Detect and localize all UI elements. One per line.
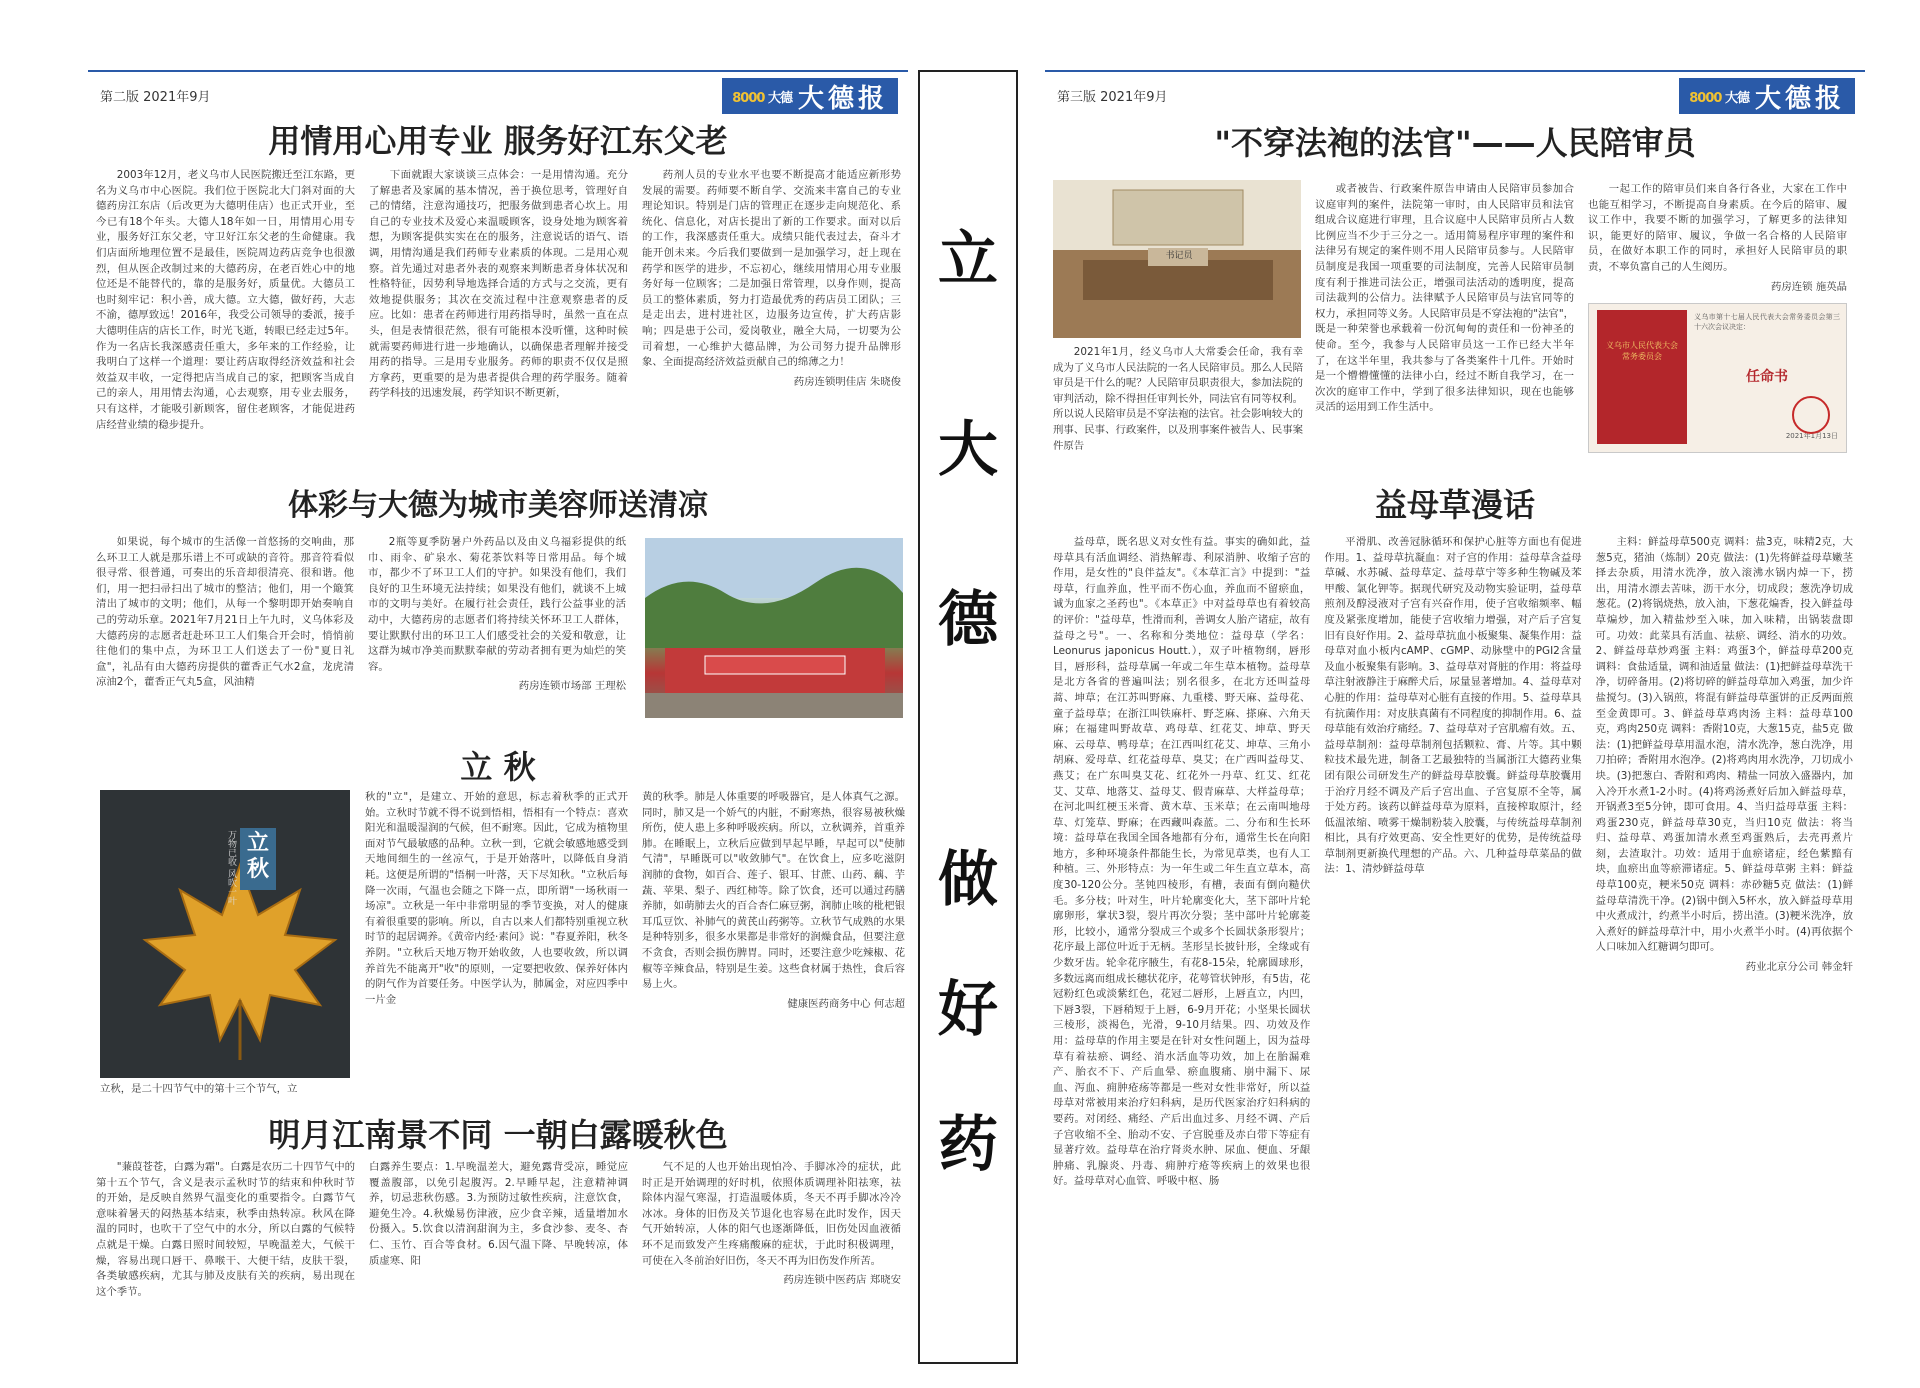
page-header	[1045, 78, 1865, 114]
article-column: 气不足的人也开始出现怕冷、手脚冰冷的症状，此时正是开始调理的好时机，依照体质调理补阳祛寒，祛除体内湿气寒湿，打造温暖体质，冬天不再手脚冰冷冷冰冰。身体的旧伤及关节退化也容易在此时发作，因天气开始转凉，人体的阳气也逐渐降低，旧伤处因血液循环不足而致发产生疼痛酸麻的症状，于此时积极调理，可使在入冬前治好旧伤，冬天不再为旧伤发作所苦。 药房连锁中医药店 郑晓安	[642, 1160, 901, 1335]
certificate-text: 义乌市第十七届人民代表大会常务委员会第三十六次会议决定：	[1694, 313, 1840, 332]
volunteer-group-photo	[645, 538, 903, 718]
byline: 药房连锁中医药店 郑晓安	[783, 1274, 901, 1287]
article-title-bailu: 明月江南景不同 一朝白露暖秋色	[268, 1116, 728, 1154]
header-rule	[88, 70, 908, 72]
masthead-logo	[722, 78, 898, 114]
edition-date: 第三版 2021年9月	[1057, 90, 1168, 105]
article-column: 如果说，每个城市的生活像一首悠扬的交响曲，那么环卫工人就是那乐谱上不可或缺的音符。那音符看似很寻常、很普通，可奏出的乐音却很清亮、很和谐。他们，用一把扫帚扫出了城市的整洁；他们，用一个簸箕清出了城市的文明；他们，从每一个黎明即开始奏响自己的劳动乐章。2021年7月21日上午九时，义乌体彩及大德药房的志愿者赶赴环卫工人们集合开会时，悄悄前往他们的集中点，为环卫工人们送去了一份"夏日礼盒"，礼品有由大德药房提供的藿香正气水2盒，龙虎清凉油2个，藿香正气丸5盒，风油精	[96, 536, 354, 689]
page-header	[88, 78, 908, 114]
slogan-char: 大	[938, 415, 998, 485]
page-three	[1045, 0, 1920, 1388]
byline: 药业北京分公司 韩金轩	[1745, 961, 1853, 974]
article-title-motherwort: 益母草漫话	[1374, 486, 1535, 524]
byline: 药房连锁 施英晶	[1770, 280, 1847, 293]
article-column: 下面就跟大家谈谈三点体会：一是用情沟通。充分了解患者及家属的基本情况，善于换位思考，管理好自己的情绪，注意沟通技巧，把服务做到患者心坎上。用自己的专业技术及爱心来温暖顾客，设身处地为顾客着想，为顾客提供实实在在的服务，注意说话的语气、语调，用情沟通是我们药师专业素质的体现。二是用心观察。首先通过对患者外表的观察来判断患者身体状况和性格特征，因势利导地选择合适的方式与之交流，更有效地提供服务；其次在交流过程中注意观察患者的反应。比如：患者在药师进行用药指导时，虽然一直在点头，但是表情很茫然，很有可能根本没听懂，这种时候就需要药师进行进一步地确认，以确保患者理解并接受用药的指导。三是用专业服务。药师的职责不仅仅是照方拿药，更重要的是为患者提供合理的药学服务。随着药学科技的迅速发展，药学知识不断更新，	[369, 169, 628, 400]
article-body-bailu	[96, 1160, 901, 1335]
article-column: 2021年1月，经义乌市人大常委会任命，我有幸成为了义乌市人民法院的一名人民陪审员。那么人民陪审员是干什么的呢？人民陪审员职责很大，参加法院的审判活动，除不得担任审判长外，同法官有同等权利。所以说人民陪审员是不穿法袍的法官。社会影响较大的刑事、民事、行政案件，以及刑事案件被告人、民事案件原告	[1053, 346, 1303, 452]
article-column: 2003年12月，老义乌市人民医院搬迁至江东路，更名为义乌市中心医院。我们位于医院北大门斜对面的大德药房江东店（后改更为大德明佳店）也正式开业，至今已有18个年头。大德人18年如一日，用情用心用专业，服务好江东父老，守卫好江东父老的生命健康。我们店面所地理位置不是最佳，医院周边药店竞争也很激烈，但从医企改制过来的大德药房，在老百姓心中的地位还是不能替代的，靠的是服务好，质量优。大德员工也时刻牢记：积小善，成大德。立大德，做好药，大志不渝，德厚致远！2016年，我受公司领导的委派，接手大德明佳店的店长工作，时光飞逝，转眼已经走过5年。作为一名店长我深感责任重大，多年来的工作经验，让我明白了这样一个道理：要让药店取得经济效益和社会效益双丰收，一定得把店当成自己的家，把顾客当成自己的亲人，用用情去沟通，心去观察，用专业去服务，只有这样，才能吸引新顾客，留住老顾客，才能促进药店经营业绩的稳步提升。	[96, 169, 355, 431]
article-column: "蒹葭苍苍，白露为霜"。白露是农历二十四节气中的第十五个节气，含义是表示孟秋时节的结束和仲秋时节的开始，是反映自然界气温变化的重要指令。白露节气意味着暑天的闷热基本结束，秋季由热转凉。秋风在降温的同时，也吹干了空气中的水分，所以白露的气候特点就是干燥。白露日照时间较短，早晚温差大，气候干燥，容易出现口唇干、鼻喉干、大便干结，皮肤干裂，各类敏感疾病，尤其与肺及皮肤有关的疾病，易出现在这个季节。	[96, 1161, 355, 1298]
article-column: 或者被告、行政案件原告申请由人民陪审员参加合议庭审判的案件，法院第一审时，由人民陪审员和法官组成合议庭进行审理，且合议庭中人民陪审员所占人数比例应当不少于三分之一。适用简易程序审理的案件和法律另有规定的案件则不用人民陪审员参与。人民陪审员制度是我国一项重要的司法制度，完善人民陪审员制度有利于推进司法公正，增强司法活动的透明度，提高司法裁判的公信力。法律赋予人民陪审员与法官同等的权力，承担同等义务。人民陪审员是不穿法袍的"法官"，既是一种荣誉也承载着一份沉甸甸的责任和一份神圣的使命。至今，我参与人民陪审员这一工作已经大半年了，在这半年里，我共参与了各类案件十几件。开始时是一个懵懵懂懂的法律小白，经过不断自我学习，在一次次的庭审工作中，学到了很多法律知识，现在也能够灵活的运用到工作生活中。	[1315, 183, 1574, 414]
courtroom-photo	[1053, 180, 1301, 338]
article-column: 平滑肌、改善冠脉循环和保护心脏等方面也有促进作用。1、益母草抗凝血：对子宫的作用：益母草含益母草碱、水苏碱、益母草定、益母草宁等多种生物碱及苯甲酸、氯化钾等。据现代研究及动物实验证明，益母草煎剂及醇浸液对子宫有兴奋作用，使子宫收缩频率、幅度及紧张度增加，能使子宫收缩力增强，对产后子宫复旧有良好作用。2、益母草抗血小板聚集、凝集作用：益母草对血小板内cAMP、cGMP、动脉壁中的PGI2含量及血小板聚集有影响。3、益母草对肾脏的作用：将益母草注射液静注于麻醉犬后，尿量显著增加。4、益母草对心脏的作用：益母草对心脏有直接的作用。5、益母草具有抗菌作用：对皮肤真菌有不同程度的抑制作用。6、益母草能有效治疗痛经。7、益母草对子宫肌瘤有效。五、益母草制剂：益母草制剂包括颗粒、膏、片等。其中颗粒技术最先进，制备工艺最独特的当属浙江大德药业集团有限公司研发生产的鲜益母草胶囊。鲜益母草胶囊用于治疗月经不调及产后子宫出血、子宫复原不全等，属于处方药。该药以鲜益母草为原料，直接榨取原汁，经低温浓缩、喷雾干燥制粉装入胶囊，与传统益母草制剂相比，具有疗效更高、安全性更好的优势，是传统益母草制剂更新换代理想的产品。六、几种益母草菜品的做法：1、清炒鲜益母草	[1324, 536, 1582, 876]
center-slogan-box	[918, 70, 1018, 1364]
photo-illustration	[645, 538, 903, 718]
edition-date: 第二版 2021年9月	[100, 90, 211, 105]
article-body-service	[96, 168, 901, 468]
masthead-logo	[1679, 78, 1855, 114]
article-title-sports-lottery: 体彩与大德为城市美容师送清凉	[288, 488, 708, 523]
article-body-juror	[1315, 182, 1847, 472]
byline: 健康医药商务中心 何志超	[787, 997, 905, 1010]
article-body-liqiu	[365, 790, 905, 1090]
certificate-date: 2021年1月13日	[1785, 431, 1838, 440]
official-seal	[1792, 396, 1830, 434]
slogan-char: 做	[938, 845, 998, 915]
article-body-motherwort	[1053, 535, 1853, 1340]
header-rule	[1045, 70, 1865, 72]
article-column: 益母草，既名思义对女性有益。事实的确如此，益母草具有活血调经、消热解毒、利尿消肿、收缩子宫的作用，是女性的"良伴益友"。《本草汇言》中提到："益母草，行血养血，性平而不伤心血，养血而不留瘀血，诚为血家之圣药也"。《本草正》中对益母草也有着较高的评价："益母草，性滑而利，善调女人胎产诸症，故有益母之号"。一、名称和分类地位：益母草（学名：Leonurus japonicus Houtt.），双子叶植物纲，唇形目，唇形科，益母草属一年或二年生草本植物。益母草是北方各省的普遍叫法；别名很多，在北方还叫益母蒿、坤草；在江苏叫野麻、九重楼、野天麻、益母花、童子益母草；在浙江叫铁麻杆、野芝麻、搽麻、六角天麻；在福建叫野故草、鸡母草、红花艾、坤草、野天麻、云母草、鸭母草；在江西叫红花艾、坤草、三角小胡麻、爱母草、红花益母草、臭艾；在广西叫益母艾、燕艾；在广东叫臭艾花、红花外一丹草、红艾、红花艾、艾草、地落艾、益母艾、假青麻草、大样益母草；在河北叫红梗玉米膏、黄木草、玉米草；在云南叫地母草、灯笼草、野麻；在西藏叫森蓝。二、分布和生长环境：益母草在我国全国各地都有分布，通常生长在向阳地方，多种环境条件都能生长，为常见草类，也有人工种植。三、外形特点：为一年生或二年生直立草本，高度30-120公分。茎钝四棱形，有槽，表面有倒向糙伏毛。多分枝；叶对生，叶片轮廓变化大，茎下部叶片轮廓卵形，掌状3裂，裂片再次分裂；茎中部叶片轮廓菱形，比较小，通常分裂成三个或多个长圆状条形裂片；花序最上部位叶近于无柄。茎形呈长披针形，全缘或有少数牙齿。轮伞花序腋生，有花8-15朵，轮廓圆球形，多数远离而组成长穗状花序，花萼管状钟形，有5齿，花冠粉红色或淡紫红色，花冠二唇形，上唇直立，内凹，下唇3裂，下唇稍短于上唇，6-9月开花；小坚果长圆状三棱形，淡褐色，光滑，9-10月结果。四、功效及作用：益母草的作用主要是在针对女性问题上，因为益母草有着祛瘀、调经、消水活血等功效，加上在胎漏难产、胎衣不下、产后血晕、瘀血腹痛、崩中漏下、尿血、泻血、痈肿疮疡等都是一些对女性非常好，所以益母草对常被用来治疗妇科病，是历代医家治疗妇科病的要药。对闭经、痛经、产后出血过多、月经不调、产后子宫收缩不全、胎动不安、子宫脱垂及赤白带下等症有显著疗效。益母草在治疗肾炎水肿、尿血、便血、牙龈肿痛、乳腺炎、丹毒、痈肿疔疮等疾病上的效果也很好。益母草对心血管、呼吸中枢、肠	[1053, 536, 1311, 1188]
page-two	[0, 0, 910, 1388]
slogan-char: 药	[938, 1110, 998, 1180]
article-column: 一起工作的陪审员们来自各行各业，大家在工作中也能互相学习，不断提高自身素质。在今后的陪审、履议工作中，我要不断的加强学习，了解更多的法律知识，能更好的陪审、履议，争做一名合格的人民陪审员，在做好本职工作的同时，承担好人民陪审员的职责，不辜负富自己的人生阅历。 药房连锁 施英晶 义乌市人民代表大会常务委员会 义乌市第十七届人民代表大会常务委员会第三十六次会议决定： 任命书 2021年1月13日	[1588, 182, 1847, 472]
article-column: 白露养生要点：1.早晚温差大，避免露背受凉，睡觉应覆盖腹部，以免引起腹泻。2.早睡早起，注意精神调养，切忌悲秋伤感。3.为预防过敏性疾病，注意饮食，避免生冷。4.秋燥易伤津液，应少食辛辣，适量增加水份摄入。5.饮食以清润甜润为主，多食沙参、麦冬、杏仁、玉竹、百合等食材。6.因气温下降、早晚转凉，体质虚寒、阳	[369, 1161, 628, 1267]
byline: 药房连锁市场部 王理松	[518, 680, 626, 693]
certificate-heading: 任命书	[1746, 369, 1788, 386]
article-body-sports-lottery	[96, 535, 626, 735]
article-body-juror-lead	[1053, 345, 1303, 475]
article-title-liqiu: 立 秋	[460, 748, 536, 786]
appointment-certificate	[1588, 303, 1847, 453]
liqiu-photo-subtitle: 万物已收 风吹一叶	[226, 830, 236, 905]
article-column: 药剂人员的专业水平也要不断提高才能适应新形势发展的需要。药师要不断自学、交流来丰富自己的专业理论知识。特别是门店的管理正在逐步走向规范化、系统化、信息化，对店长提出了新的工作要求。面对以后的工作，我深感责任重大。成绩只能代表过去，奋斗才能开创未来。今后我们要做到一是加强学习，赶上现在药学和医学的进步，不忘初心，继续用情用心用专业服务好每一位顾客；二是加强日常管理，以身作则，提高员工的整体素质，努力打造最优秀的药店员工团队；三是走出去，进村进社区，边服务边宣传，扩大药店影响；四是患于公司，爱岗敬业，融全大局，一切要为公司着想，一心维护大德品牌，为公司努力提升品牌形象、全面提高经济效益贡献自己的绵薄之力！ 药房连锁明佳店 朱晓俊	[642, 168, 901, 468]
certificate-issuer: 义乌市人民代表大会常务委员会	[1606, 341, 1678, 362]
logo-mark: 8000 大德	[1689, 90, 1749, 106]
autumn-leaf-photo	[100, 790, 350, 1078]
byline: 药房连锁明佳店 朱晓俊	[793, 375, 901, 388]
newspaper-name: 大德报	[1754, 83, 1845, 114]
logo-mark: 8000 大德	[732, 90, 792, 106]
photo-caption: 立秋，是二十四节气中的第十三个节气，立	[100, 1083, 298, 1095]
article-column: 黄的秋季。肺是人体重要的呼吸器官，是人体真气之源。同时，肺又是一个娇气的内脏，不耐寒热，很容易被秋燥所伤，使人患上多种呼吸疾病。所以，立秋调养，首重养肺。在睡眠上，立秋后应做到早起早睡，早起可以"使肺气清"，早睡既可以"收敛肺气"。在饮食上，应多吃滋阴润肺的食物，如百合、莲子、银耳、甘蔗、山药、藕、芋蔬、苹果、梨子、西红柿等。除了饮食，还可以通过药膳养肺，如萌肺去火的百合杏仁麻豆粥，润肺止咳的枇杷银耳瓜豆饮、补肺气的黄芪山药粥等。立秋节气成熟的水果是种特别多，很多水果都是非常好的润燥食品，但要注意不贪食，否则会损伤脾胃。同时，还要注意少吃辣椒、花椒等辛辣食品，特别是生姜。这些食材属于热性，食后容易上火。 健康医药商务中心 何志超	[642, 790, 905, 1090]
slogan-char: 德	[938, 585, 998, 655]
article-title-juror: "不穿法袍的法官"——人民陪审员	[1214, 124, 1696, 162]
article-column: 秋的"立"，是建立、开始的意思，标志着秋季的正式开始。立秋时节就不得不说到悟相，悟相有一个特点：喜欢阳光和温暖湿润的气候，但不耐寒。因此，它成为植物里面对节气最敏感的品种。立秋一到，它就会敏感地感受到天地间细生的一丝凉气，于是开始落叶，以降低自身消耗。这便是所谓的"悟桐一叶落，天下尽知秋。"立秋后每降一次雨，气温也会随之下降一点，即所谓"一场秋雨一场凉"。立秋是一年中非常明显的季节变换，对人的健康有着很重要的影响。所以，自古以来人们都特别重视立秋时节的起居调养。《黄帝内经·素问》说："春夏养阳，秋冬养阴。"立秋后天地万物开始收敛，人也要收敛，所以调养首先不能离开"收"的原则，一定要把收敛、保养好体内的阴气作为首要任务。中医学认为，肺属金，对应四季中一片金	[365, 791, 628, 1006]
slogan-char: 立	[938, 225, 998, 295]
slogan-char: 好	[938, 975, 998, 1045]
newspaper-name: 大德报	[797, 83, 888, 114]
article-title-service: 用情用心用专业 服务好江东父老	[268, 122, 728, 160]
article-column: 2瓶等夏季防暑户外药品以及由义乌福彩提供的纸巾、雨伞、矿泉水、菊花茶饮料等日常用品。每个城市，都少不了环卫工人们的守护。如果没有他们，我们良好的卫生环境无法持续；如果没有他们，就谈不上城市的文明与美好。在履行社会责任，践行公益事业的活动中，大德药房的志愿者们将持续关怀环卫工人群体，要让默默付出的环卫工人们感受社会的关爱和敬意，让这群为城市净美而默默奉献的劳动者拥有更为灿烂的笑容。 药房连锁市场部 王理松	[368, 535, 626, 735]
clerk-sign: 书记员	[1165, 251, 1193, 261]
article-column: 主料：鲜益母草500克 调料：盐3克，味精2克，大葱5克，猪油（炼制）20克 做法：(1)先将鲜益母草嫩茎择去杂质，用清水洗净，放入滚沸水锅内焯一下，捞出，用清水漂去苦味，沥干水分，切成段；葱洗净切成葱花。(2)将锅烧热，放入油，下葱花煸香，投入鲜益母草煸炒，加入精盐炒至入味，加入味精，出锅装盘即可。功效：此菜具有活血、祛瘀、调经、消水的功效。2、鲜益母草炒鸡蛋 主料：鸡蛋3个，鲜益母草200克 调料：食盐适量，调和油适量 做法：(1)把鲜益母草洗干净，切碎备用。(2)将切碎的鲜益母草加入鸡蛋，加少许盐搅匀。(3)入锅煎，将混有鲜益母草蛋饼的正反两面煎至金黄即可。3、鲜益母草鸡肉汤 主料：益母草100克，鸡肉250克 调料：香附10克，大葱15克，盐5克 做法：(1)把鲜益母草用温水泡，清水洗净，葱白洗净，用刀拍碎；香附用水泡净。(2)将鸡肉用水洗净，刀切成小块。(3)把葱白、香附和鸡肉、精盐一同放入盛器内，加入冷开水煮1-2小时。(4)将鸡汤煮好后加入鲜益母草，开锅煮3至5分钟，即可食用。4、当归益母草蛋 主料：鸡蛋230克，鲜益母草30克，当归10克 做法：将当归、益母草、鸡蛋加清水煮至鸡蛋熟后，去壳再煮片刻，去渣取汁。功效：适用于血瘀诸症，经色紫黯有块，血瘀出血等瘀滞诸症。5、鲜益母草粥 主料：鲜益母草100克，粳米50克 调料：赤砂糖5克 做法：(1)鲜益母草清洗干净。(2)锅中倒入5杯水，放入鲜益母草用中火煮成汁，约煮半小时后，捞出渣。(3)粳米洗净，放入煮好的鲜益母草汁中，用小火煮半小时。(4)再依据个人口味加入红糖调匀即可。 药业北京分公司 韩金轩	[1596, 535, 1853, 1340]
liqiu-photo-title: 立秋	[246, 830, 269, 882]
certificate-cover	[1597, 310, 1687, 444]
